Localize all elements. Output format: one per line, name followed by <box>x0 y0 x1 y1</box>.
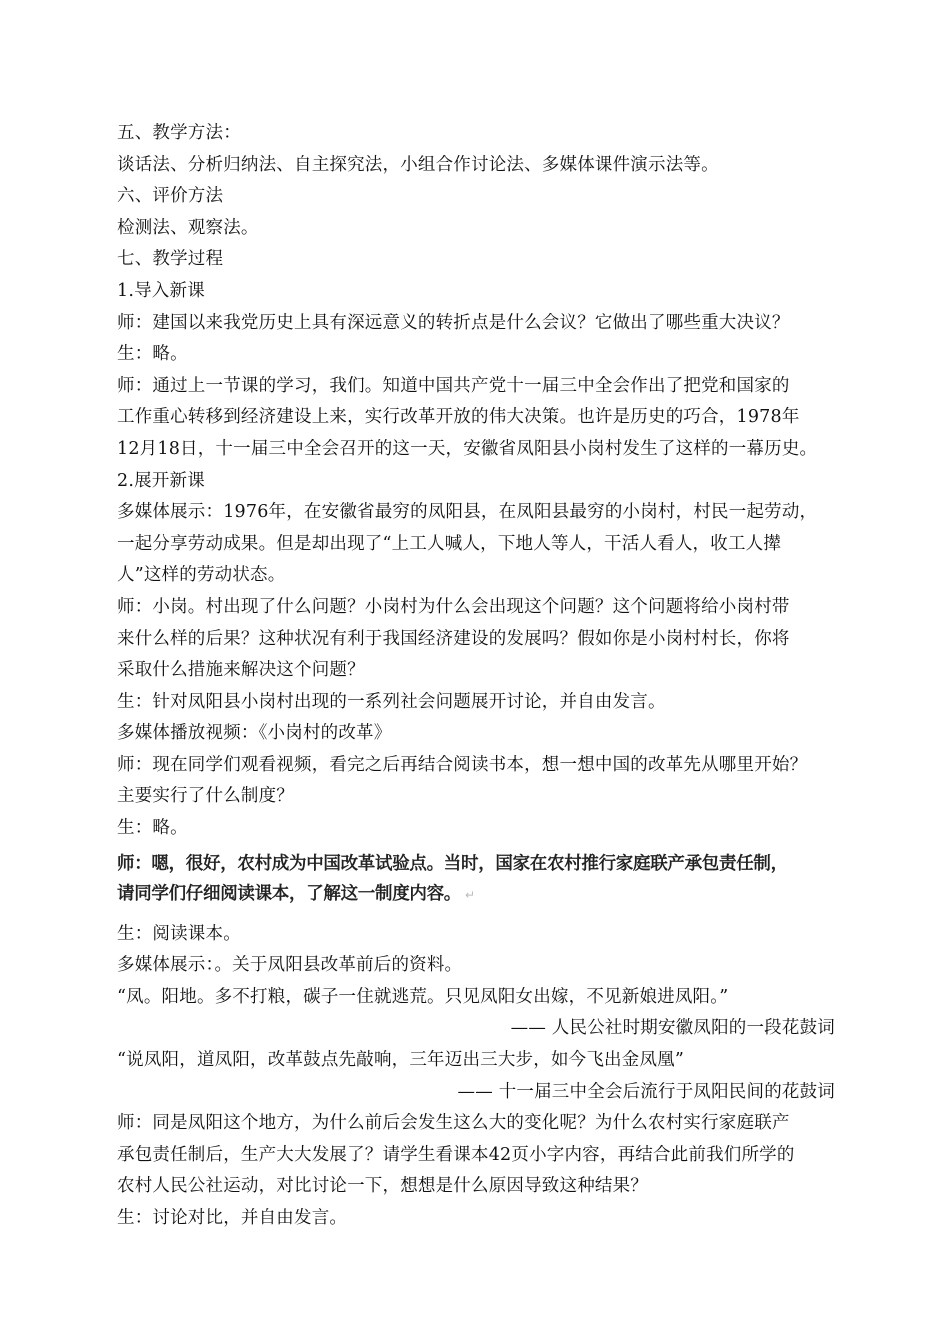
paragraph-line: 工作重心转移到经济建设上来，实行改革开放的伟大决策。也许是历史的巧合，1978年 <box>117 407 800 428</box>
bold-line: 师：嗯，很好，农村成为中国改革试验点。当时，国家在农村推行家庭联产承包责任制， <box>117 853 788 874</box>
paragraph-line: 检测法、观察法。 <box>117 217 259 238</box>
paragraph-line: 生：阅读课本。 <box>117 923 241 944</box>
paragraph-line: 生：略。 <box>117 818 188 839</box>
paragraph-line: 谈话法、分析归纳法、自主探究法，小组合作讨论法、多媒体课件演示法等。 <box>117 154 719 175</box>
paragraph-line: 采取什么措施来解决这个问题？ <box>117 660 365 681</box>
subheading-new-lesson: 2.展开新课 <box>117 470 205 491</box>
paragraph-line: 多媒体展示：1976年，在安徽省最穷的凤阳县，在凤阳县最穷的小岗村，村民一起劳动， <box>117 502 818 523</box>
bold-line-text: 请同学们仔细阅读课本，了解这一制度内容。 <box>117 883 461 904</box>
bold-excerpt <box>117 849 847 909</box>
paragraph-line: 一起分享劳动成果。但是却出现了“上工人喊人，下地人等人，干活人看人，收工人撵 <box>117 533 782 554</box>
bold-line-last <box>117 879 847 909</box>
paragraph-line: 生：略。 <box>117 344 188 365</box>
paragraph-line: 师：同是凤阳这个地方，为什么前后会发生这么大的变化呢？为什么农村实行家庭联产 <box>117 1113 790 1134</box>
paragraph-line: 农村人民公社运动，对比讨论一下，想想是什么原因导致这种结果？ <box>117 1176 648 1197</box>
paragraph-line: 师：建国以来我党历史上具有深远意义的转折点是什么会议？它做出了哪些重大决议？ <box>117 312 790 333</box>
section-heading-methods: 五、教学方法： <box>117 123 241 143</box>
return-mark-icon: ↵ <box>465 887 475 902</box>
paragraph-line: 主要实行了什么制度？ <box>117 786 294 807</box>
paragraph-line: 人”这样的劳动状态。 <box>117 565 286 586</box>
quote-2: “说凤阳，道凤阳，改革鼓点先敲响，三年迈出三大步，如今飞出金凤凰” <box>117 1050 684 1071</box>
paragraph-line: 师：小岗。村出现了什么问题？小岗村为什么会出现这个问题？这个问题将给小岗村带 <box>117 596 790 617</box>
section-heading-evaluation: 六、评价方法 <box>117 186 224 207</box>
quote-2-source: —— 十一届三中全会后流行于凤阳民间的花鼓词 <box>457 1081 835 1102</box>
paragraph-line: 承包责任制后，生产大大发展了？请学生看课本42页小字内容，再结合此前我们所学的 <box>117 1144 795 1165</box>
subheading-intro: 1.导入新课 <box>117 280 205 301</box>
paragraph-line: 师：通过上一节课的学习，我们。知道中国共产党十一届三中全会作出了把党和国家的 <box>117 375 790 396</box>
paragraph-line: 12月18日，十一届三中全会召开的这一天，安徽省凤阳县小岗村发生了这样的一幕历史。 <box>117 438 818 459</box>
document-body <box>117 118 847 1235</box>
section-heading-process: 七、教学过程 <box>117 249 224 270</box>
quote-1: “凤。阳地。多不打粮，碳子一住就逃荒。只见凤阳女出嫁，不见新娘进凤阳。” <box>117 986 729 1007</box>
paragraph-line: 生：讨论对比，并自由发言。 <box>117 1208 348 1228</box>
paragraph-line: 多媒体播放视频：《小岗村的改革》 <box>117 723 392 744</box>
paragraph-line: 师：现在同学们观看视频，看完之后再结合阅读书本，想一想中国的改革先从哪里开始？ <box>117 754 808 775</box>
paragraph-line: 来什么样的后果？这种状况有利于我国经济建设的发展吗？假如你是小岗村村长，你将 <box>117 628 790 649</box>
paragraph-line: 多媒体展示：。关于凤阳县改革前后的资料。 <box>117 955 463 976</box>
paragraph-line: 生：针对凤阳县小岗村出现的一系列社会问题展开讨论，并自由发言。 <box>117 691 666 712</box>
quote-1-source: —— 人民公社时期安徽凤阳的一段花鼓词 <box>510 1018 835 1039</box>
